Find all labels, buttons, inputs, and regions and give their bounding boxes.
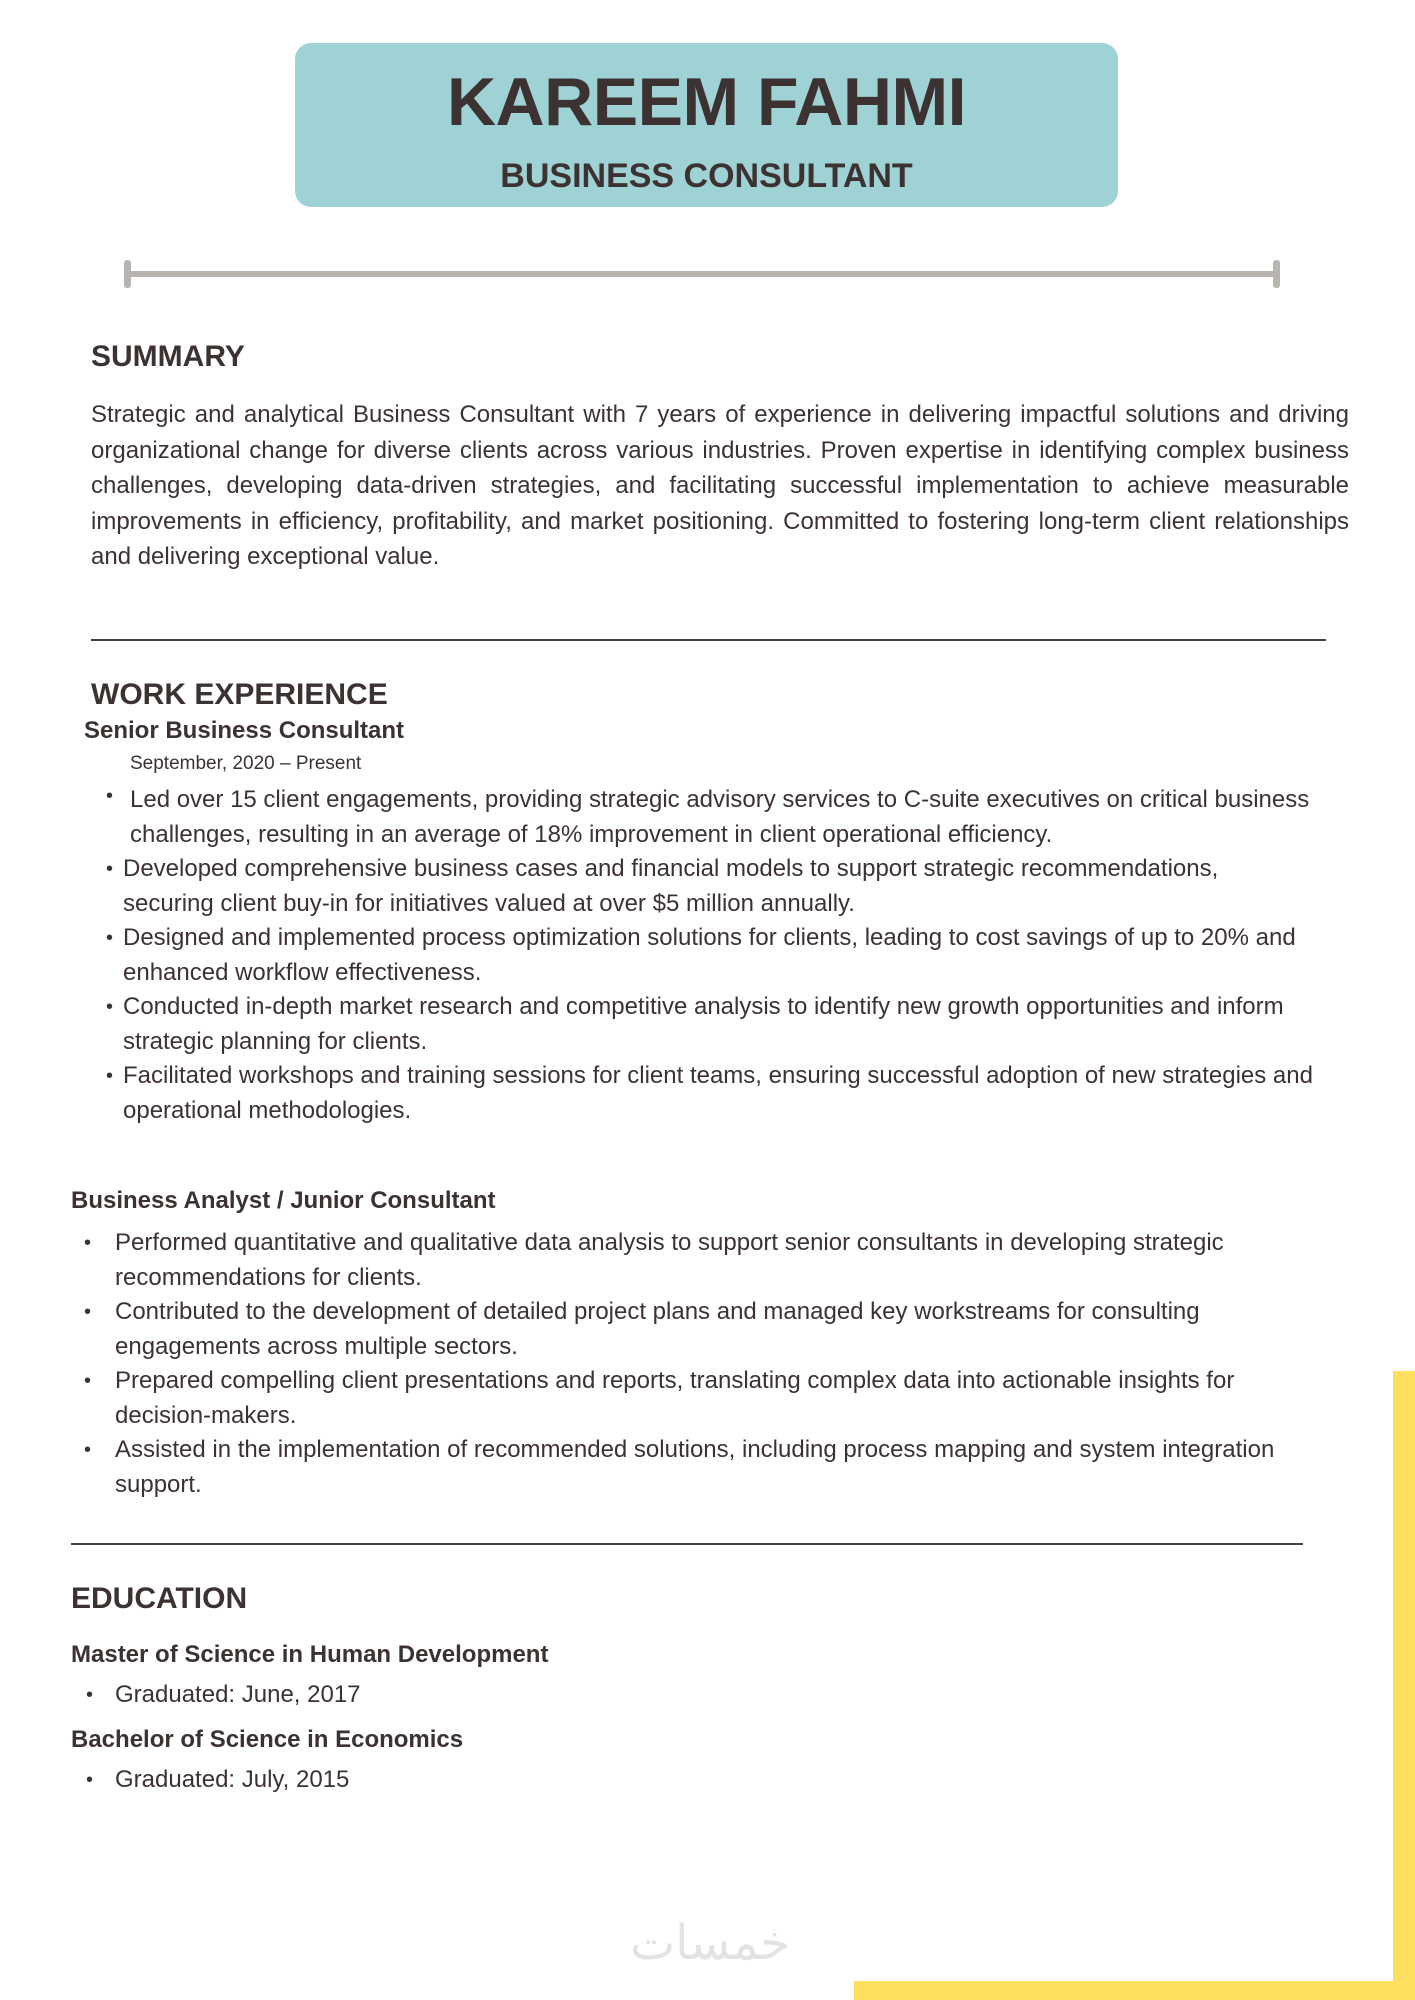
yellow-accent-vertical — [1393, 1371, 1415, 2000]
range-bar-right-cap — [1273, 260, 1280, 288]
summary-text: Strategic and analytical Business Consultant with 7 years of experience in delivering impactful solutions and driving organizational change for diverse clients across various industries. Proven expertise in identifying complex business challenges, developing data-driven strategies, and facilitating successful implementation to achieve measurable improvements in efficiency, profitability, and market positioning. Committed to fostering long-term client relationships and delivering exceptional value. — [91, 401, 1349, 570]
header-range-bar — [126, 271, 1278, 277]
list-item: • Performed quantitative and qualitative data analysis to support senior consultants in developing strategic recommendations for clients. — [84, 1226, 1304, 1295]
watermark-logo: خمسات — [629, 1915, 791, 1971]
job-bullets-junior — [84, 1226, 1304, 1502]
bullet-icon: • — [84, 1370, 92, 1392]
job-role: Senior Business Consultant — [84, 717, 405, 744]
job-bullets-senior — [104, 783, 1314, 1128]
education-heading: EDUCATION — [71, 1582, 248, 1615]
section-divider — [71, 1543, 1303, 1545]
bullet-icon: • — [106, 996, 114, 1018]
bullet-icon: • — [84, 1232, 92, 1254]
job-role: Business Analyst / Junior Consultant — [71, 1187, 496, 1214]
section-divider — [91, 639, 1326, 641]
list-item: • Facilitated workshops and training sessions for client teams, ensuring successful adoption of new strategies and operational methodologies. — [104, 1059, 1314, 1128]
degree-title: Bachelor of Science in Economics — [71, 1726, 464, 1753]
list-item: • Developed comprehensive business cases and financial models to support strategic recommendations, securing client buy-in for initiatives valued at over $5 million annually. — [104, 852, 1314, 921]
degree-title: Master of Science in Human Development — [71, 1641, 549, 1668]
list-item: • Designed and implemented process optimization solutions for clients, leading to cost savings of up to 20% and enhanced workflow effectiveness. — [104, 921, 1314, 990]
list-item: • Assisted in the implementation of recommended solutions, including process mapping and system integration support. — [84, 1433, 1304, 1502]
bullet-icon: • — [106, 858, 114, 880]
bullet-icon: • — [106, 927, 114, 949]
list-item: • Led over 15 client engagements, providing strategic advisory services to C-suite executives on critical business challenges, resulting in an average of 18% improvement in client operational efficiency. — [104, 783, 1314, 852]
bullet-icon: • — [106, 785, 114, 807]
bullet-icon: • — [86, 1684, 94, 1706]
bullet-icon: • — [86, 1769, 94, 1791]
bullet-icon: • — [106, 1065, 114, 1087]
list-item: • Conducted in-depth market research and competitive analysis to identify new growth opportunities and inform strategic planning for clients. — [104, 990, 1314, 1059]
bullet-icon: • — [84, 1439, 92, 1461]
summary-heading: SUMMARY — [91, 340, 245, 373]
candidate-name: KAREEM FAHMI — [446, 64, 967, 140]
list-item: • Prepared compelling client presentations and reports, translating complex data into actionable insights for decision-makers. — [84, 1364, 1304, 1433]
list-item: • Graduated: June, 2017 — [84, 1678, 684, 1713]
bullet-icon: • — [84, 1301, 92, 1323]
work-experience-heading: WORK EXPERIENCE — [91, 678, 388, 711]
yellow-accent-horizontal — [854, 1981, 1415, 2000]
job-date: September, 2020 – Present — [130, 753, 362, 774]
degree-details — [84, 1678, 684, 1713]
list-item: • Graduated: July, 2015 — [84, 1763, 684, 1798]
range-bar-left-cap — [124, 260, 131, 288]
degree-details — [84, 1763, 684, 1798]
candidate-title: BUSINESS CONSULTANT — [500, 157, 913, 195]
list-item: • Contributed to the development of detailed project plans and managed key workstreams for consulting engagements across multiple sectors. — [84, 1295, 1304, 1364]
